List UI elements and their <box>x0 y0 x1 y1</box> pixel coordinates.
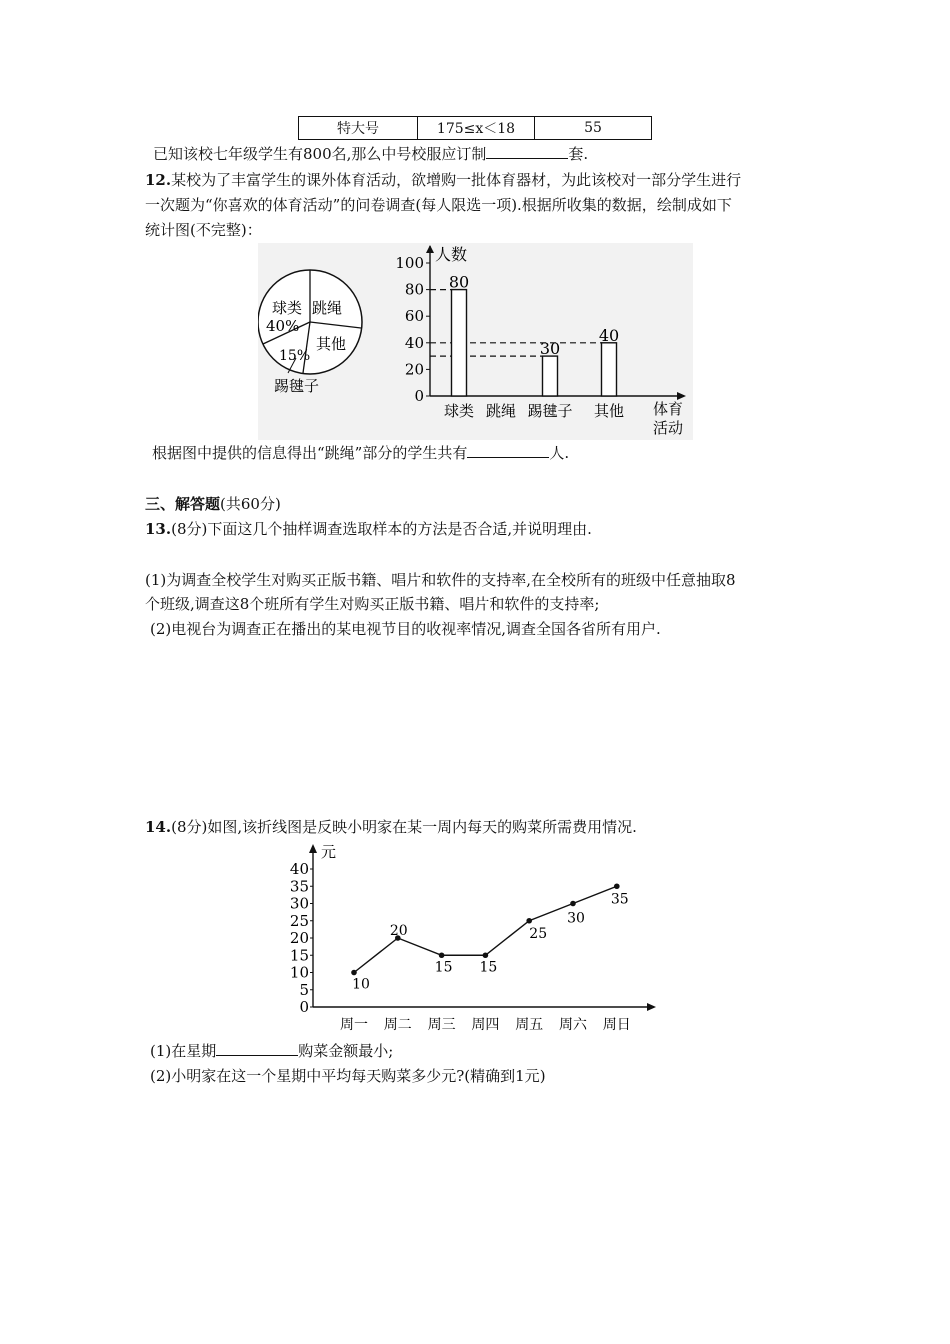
q12-ask <box>152 443 569 463</box>
y-axis-label: 元 <box>321 843 337 861</box>
q14-part1-end: 购菜金额最小; <box>298 1042 394 1060</box>
y-tick-label: 80 <box>404 280 424 299</box>
question-number: 13. <box>145 520 172 538</box>
q11-text-end: 套. <box>568 145 589 163</box>
q13-part1-line2: 个班级,调查这8个班所有学生对购买正版书籍、唱片和软件的支持率; <box>145 595 600 613</box>
q13-part2: (2)电视台为调查正在播出的某电视节目的收视率情况,调查全国各省所有用户. <box>150 620 661 638</box>
q14-part1-text: (1)在星期 <box>150 1042 217 1060</box>
x-tick-label: 球类 <box>443 402 475 420</box>
pie-label: 跳绳 <box>312 299 343 317</box>
q13-stem <box>145 519 592 539</box>
answer-blank[interactable] <box>216 1041 298 1056</box>
y-tick-label: 25 <box>289 911 309 930</box>
y-tick-label: 30 <box>289 894 309 913</box>
bar <box>452 290 467 396</box>
data-label: 25 <box>529 925 548 942</box>
q11-text: 已知该校七年级学生有800名,那么中号校服应订制 <box>153 145 487 163</box>
y-axis-label: 人数 <box>435 245 468 264</box>
x-tick-label: 踢毽子 <box>527 402 573 420</box>
q12-text: 某校为了丰富学生的课外体育活动，欲增购一批体育器材，为此该校对一部分学生进行 <box>171 171 742 189</box>
y-tick-label: 20 <box>404 360 424 379</box>
data-label: 20 <box>389 923 408 939</box>
y-tick-label: 40 <box>289 860 309 878</box>
q12-ask-text: 根据图中提供的信息得出“跳绳”部分的学生共有 <box>152 444 468 462</box>
data-label: 40 <box>598 325 620 345</box>
pie-label: 其他 <box>316 335 347 353</box>
q12-ask-end: 人. <box>549 444 570 462</box>
x-tick-label: 周三 <box>427 1017 456 1033</box>
y-tick-label: 15 <box>289 946 309 965</box>
size-table <box>298 116 652 140</box>
q12-figure <box>258 243 693 440</box>
x-tick-label: 周日 <box>602 1017 631 1033</box>
x-axis-label: 体育 <box>652 400 684 418</box>
question-number: 12. <box>145 171 172 189</box>
y-tick-label: 0 <box>299 998 309 1016</box>
table-cell: 175≤x＜18 <box>418 117 535 140</box>
y-tick-label: 40 <box>404 333 424 352</box>
q14-text: (8分)如图,该折线图是反映小明家在某一周内每天的购菜所需费用情况. <box>171 818 637 836</box>
y-tick-label: 5 <box>299 980 309 999</box>
data-label: 30 <box>567 910 585 927</box>
x-tick-label: 周二 <box>383 1017 412 1033</box>
data-point <box>570 901 576 907</box>
answer-blank[interactable] <box>467 443 549 458</box>
data-label: 10 <box>352 976 370 993</box>
y-tick-label: 60 <box>404 307 424 326</box>
bar <box>543 356 558 396</box>
x-tick-label: 其他 <box>593 402 625 420</box>
q12-line2: 一次题为“你喜欢的体育活动”的问卷调查(每人限选一项).根据所收集的数据，绘制成如下 <box>145 196 732 214</box>
pie-label: 球类 <box>272 299 303 317</box>
x-axis-arrow <box>647 1003 656 1011</box>
section-heading <box>145 494 281 514</box>
data-point <box>614 883 620 889</box>
data-point <box>483 952 489 958</box>
q14-part2: (2)小明家在这一个星期中平均每天购菜多少元?(精确到1元) <box>150 1067 546 1085</box>
line-chart <box>290 843 656 1033</box>
section-score: (共60分) <box>220 495 281 513</box>
y-tick-label: 0 <box>414 387 424 405</box>
y-tick-label: 100 <box>395 254 424 272</box>
data-label: 15 <box>434 959 453 976</box>
x-tick-label: 跳绳 <box>485 402 517 420</box>
pie-value-label: 15% <box>279 348 311 364</box>
q14-stem <box>145 817 637 837</box>
data-label: 15 <box>479 959 498 976</box>
pie-label: 踢毽子 <box>274 377 320 395</box>
data-label: 35 <box>610 891 629 908</box>
table-cell: 55 <box>535 117 652 140</box>
x-axis-label: 活动 <box>652 419 684 437</box>
section-title: 三、解答题 <box>145 495 221 513</box>
answer-blank[interactable] <box>486 144 568 159</box>
q12-line3: 统计图(不完整)： <box>145 221 262 239</box>
q14-line-chart <box>282 840 662 1038</box>
table-cell: 特大号 <box>299 117 418 140</box>
q12-line1 <box>145 170 741 190</box>
q13-part1-line1: (1)为调查全校学生对购买正版书籍、唱片和软件的支持率,在全校所有的班级中任意抽取8 <box>145 571 736 589</box>
x-tick-label: 周六 <box>559 1017 587 1033</box>
data-point <box>439 952 445 958</box>
data-label: 30 <box>539 339 561 359</box>
y-tick-label: 35 <box>289 877 309 896</box>
data-point <box>351 970 357 976</box>
q13-text: (8分)下面这几个抽样调查选取样本的方法是否合适,并说明理由. <box>171 520 592 538</box>
x-tick-label: 周四 <box>471 1017 500 1033</box>
q11-tail <box>153 144 588 164</box>
x-tick-label: 周五 <box>515 1017 544 1033</box>
pie-value-label: 40% <box>266 317 300 335</box>
data-point <box>526 918 532 924</box>
data-label: 80 <box>448 272 470 292</box>
table-row <box>299 117 652 140</box>
y-tick-label: 20 <box>289 929 309 947</box>
q14-part1 <box>150 1041 393 1061</box>
bar <box>602 343 617 396</box>
x-tick-label: 周一 <box>340 1017 368 1033</box>
y-tick-label: 10 <box>289 963 309 982</box>
question-number: 14. <box>145 818 172 836</box>
y-axis-arrow <box>309 844 317 853</box>
